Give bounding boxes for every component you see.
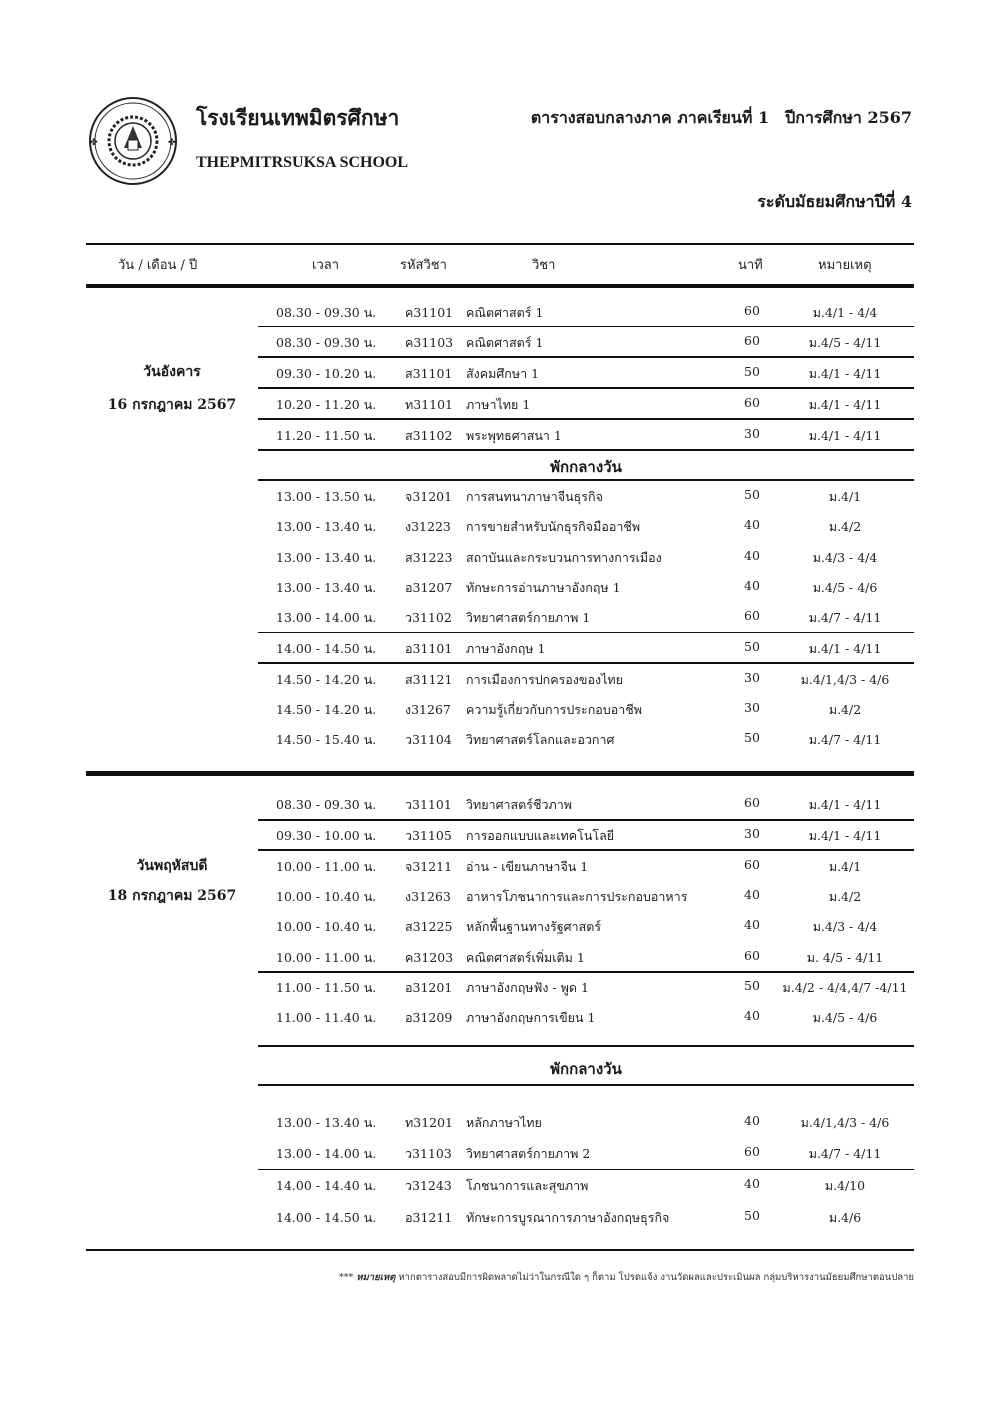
exam-time: 11.20 - 11.50 น. [276,428,377,443]
exam-note: ม.4/1 - 4/4 [812,305,878,320]
exam-row [0,358,1000,388]
exam-code: จ31211 [405,859,453,874]
row-rule [258,418,914,420]
exam-row [0,851,1000,881]
exam-subject: การออกแบบและเทคโนโลยี [466,828,615,843]
exam-time: 13.00 - 14.00 น. [276,1146,377,1161]
col-header-subject: วิชา [532,258,556,273]
exam-note: ม.4/2 [828,519,862,534]
table-bottom-rule [86,1249,914,1251]
exam-note: ม. 4/5 - 4/11 [806,950,884,965]
row-rule [258,1084,914,1086]
exam-note: ม.4/5 - 4/6 [812,1010,878,1025]
exam-minutes: 40 [744,887,760,902]
exam-minutes: 30 [744,426,760,441]
exam-subject: ภาษาอังกฤษการเขียน 1 [466,1010,596,1025]
exam-note: ม.4/5 - 4/6 [812,580,878,595]
table-top-rule [86,243,914,245]
exam-code: อ31201 [405,980,453,995]
exam-minutes: 30 [744,700,760,715]
day1-weekday: วันอังคาร [143,364,201,380]
exam-note: ม.4/7 - 4/11 [808,1146,882,1161]
exam-subject: วิทยาศาสตร์ชีวภาพ [466,797,573,812]
exam-note: ม.4/1,4/3 - 4/6 [800,672,890,687]
exam-time: 13.00 - 14.00 น. [276,610,377,625]
day-separator-rule [86,771,914,776]
exam-minutes: 40 [744,517,760,532]
row-rule [258,479,914,481]
exam-subject: ความรู้เกี่ยวกับการประกอบอาชีพ [466,702,642,717]
exam-code: ท31201 [405,1115,454,1130]
school-name-thai: โรงเรียนเทพมิตรศึกษา [196,105,400,130]
exam-time: 08.30 - 09.30 น. [276,335,377,350]
exam-minutes: 50 [744,730,760,745]
exam-time: 13.00 - 13.40 น. [276,1115,377,1130]
exam-note: ม.4/3 - 4/4 [812,550,878,565]
exam-time: 14.00 - 14.50 น. [276,1210,377,1225]
exam-time: 14.50 - 14.20 น. [276,672,377,687]
exam-note: ม.4/2 [828,889,862,904]
exam-subject: ภาษาไทย 1 [466,397,531,412]
footnote-prefix: *** [339,1272,354,1283]
row-rule [258,1169,914,1170]
footnote-label: หมายเหตุ [356,1272,396,1283]
exam-subject: อ่าน - เขียนภาษาจีน 1 [466,859,589,874]
day2-weekday: วันพฤหัสบดี [136,858,208,874]
row-rule [258,1045,914,1047]
row-rule [258,849,914,851]
exam-minutes: 60 [744,608,760,623]
exam-row [0,572,1000,602]
exam-time: 11.00 - 11.40 น. [276,1010,377,1025]
row-rule [258,356,914,358]
exam-row [0,911,1000,941]
exam-code: อ31207 [405,580,453,595]
exam-time: 10.00 - 11.00 น. [276,950,377,965]
exam-code: อ31211 [405,1210,453,1225]
exam-row [0,724,1000,754]
school-name-english: THEPMITRSUKSA SCHOOL [196,154,409,171]
exam-note: ม.4/2 - 4/4,4/7 -4/11 [782,980,908,995]
exam-subject: อาหารโภชนาการและการประกอบอาหาร [466,889,688,904]
exam-row [0,1138,1000,1168]
exam-code: ค31101 [405,305,454,320]
academic-year: ปีการศึกษา 2567 [785,108,912,127]
exam-time: 11.00 - 11.50 น. [276,980,377,995]
exam-code: ว31103 [405,1146,452,1161]
exam-code: อ31209 [405,1010,453,1025]
exam-row [0,1202,1000,1232]
exam-code: ส31223 [405,550,453,565]
exam-code: ค31203 [405,950,454,965]
day1-date: 16 กรกฎาคม 2567 [107,397,237,413]
exam-subject: ทักษะการอ่านภาษาอังกฤษ 1 [466,580,621,595]
exam-time: 14.50 - 14.20 น. [276,702,377,717]
exam-title-text: ตารางสอบกลางภาค ภาคเรียนที่ 1 [530,108,770,127]
footnote-text: หากตารางสอบมีการผิดพลาดไม่ว่าในกรณีใด ๆ ก็ตาม โปรดแจ้ง งานวัดผลและประเมินผล กลุ่มบริหารงานมัธยมศึกษาตอนปลาย [398,1272,914,1283]
exam-code: ว31101 [405,797,452,812]
exam-minutes: 40 [744,1008,760,1023]
exam-row [0,1107,1000,1137]
exam-time: 10.00 - 11.00 น. [276,859,377,874]
exam-row [0,1170,1000,1200]
col-header-note: หมายเหตุ [818,258,872,273]
exam-code: ส31102 [405,428,453,443]
exam-code: ง31223 [405,519,451,534]
exam-note: ม.4/6 [828,1210,862,1225]
exam-time: 09.30 - 10.00 น. [276,828,377,843]
exam-time: 08.30 - 09.30 น. [276,797,377,812]
exam-row [0,511,1000,541]
exam-minutes: 60 [744,795,760,810]
exam-minutes: 30 [744,826,760,841]
exam-row [0,694,1000,724]
exam-row [0,297,1000,327]
exam-subject: การสนทนาภาษาจีนธุรกิจ [466,489,603,504]
exam-subject: คณิตศาสตร์ 1 [466,305,544,320]
day1-lunch-break: พักกลางวัน [550,458,622,476]
footnote [339,1270,914,1285]
exam-subject: โภชนาการและสุขภาพ [466,1178,589,1193]
exam-code: ค31103 [405,335,454,350]
exam-note: ม.4/10 [824,1178,866,1193]
exam-time: 10.00 - 10.40 น. [276,889,377,904]
exam-subject: ทักษะการบูรณาการภาษาอังกฤษธุรกิจ [466,1210,670,1225]
svg-text:✤: ✤ [90,138,98,148]
school-logo [88,96,178,186]
exam-subject: วิทยาศาสตร์โลกและอวกาศ [466,732,615,747]
exam-note: ม.4/7 - 4/11 [808,732,882,747]
exam-subject: วิทยาศาสตร์กายภาพ 1 [466,610,591,625]
exam-code: ง31263 [405,889,451,904]
exam-row [0,481,1000,511]
exam-code: ส31101 [405,366,453,381]
grade-level: ระดับมัธยมศึกษาปีที่ 4 [757,192,912,211]
exam-row [0,972,1000,1002]
row-rule [258,326,914,327]
exam-row [0,1002,1000,1032]
exam-subject: หลักภาษาไทย [466,1115,542,1130]
exam-note: ม.4/1 - 4/11 [808,428,882,443]
exam-code: อ31101 [405,641,453,656]
exam-note: ม.4/7 - 4/11 [808,610,882,625]
exam-time: 13.00 - 13.50 น. [276,489,377,504]
exam-minutes: 50 [744,364,760,379]
exam-time: 13.00 - 13.40 น. [276,550,377,565]
exam-subject: การเมืองการปกครองของไทย [466,672,623,687]
exam-time: 09.30 - 10.20 น. [276,366,377,381]
exam-row [0,542,1000,572]
exam-row [0,881,1000,911]
col-header-time: เวลา [312,258,340,273]
exam-time: 14.50 - 15.40 น. [276,732,377,747]
exam-row [0,633,1000,663]
exam-subject: พระพุทธศาสนา 1 [466,428,562,443]
exam-time: 14.00 - 14.40 น. [276,1178,377,1193]
exam-time: 10.20 - 11.20 น. [276,397,377,412]
col-header-minutes: นาที [738,258,763,273]
row-rule [258,387,914,389]
exam-row [0,389,1000,419]
exam-subject: หลักพื้นฐานทางรัฐศาสตร์ [466,919,602,934]
exam-time: 10.00 - 10.40 น. [276,919,377,934]
row-rule [258,971,914,973]
exam-time: 13.00 - 13.40 น. [276,519,377,534]
exam-note: ม.4/1 - 4/11 [808,641,882,656]
exam-minutes: 60 [744,333,760,348]
exam-note: ม.4/1 - 4/11 [808,828,882,843]
exam-code: ส31121 [405,672,453,687]
exam-subject: คณิตศาสตร์เพิ่มเติม 1 [466,950,585,965]
row-rule [258,449,914,451]
exam-minutes: 30 [744,670,760,685]
exam-minutes: 40 [744,1176,760,1191]
svg-text:✤: ✤ [168,138,176,148]
exam-note: ม.4/1 - 4/11 [808,797,882,812]
exam-note: ม.4/1 - 4/11 [808,397,882,412]
exam-time: 08.30 - 09.30 น. [276,305,377,320]
table-header-rule [86,284,914,288]
exam-note: ม.4/1 - 4/11 [808,366,882,381]
exam-time: 13.00 - 13.40 น. [276,580,377,595]
exam-minutes: 40 [744,1113,760,1128]
exam-minutes: 40 [744,578,760,593]
exam-minutes: 50 [744,639,760,654]
exam-code: ว31104 [405,732,452,747]
exam-time: 14.00 - 14.50 น. [276,641,377,656]
exam-minutes: 40 [744,917,760,932]
col-header-code: รหัสวิชา [400,258,447,273]
exam-title [531,106,912,131]
exam-row [0,664,1000,694]
exam-minutes: 50 [744,978,760,993]
exam-minutes: 60 [744,1144,760,1159]
exam-minutes: 50 [744,1208,760,1223]
exam-minutes: 60 [744,395,760,410]
exam-code: ส31225 [405,919,453,934]
exam-code: ง31267 [405,702,451,717]
exam-code: ท31101 [405,397,454,412]
exam-subject: การขายสำหรับนักธุรกิจมืออาชีพ [466,519,641,534]
exam-minutes: 40 [744,548,760,563]
exam-subject: สถาบันและกระบวนการทางการเมือง [466,550,662,565]
exam-minutes: 60 [744,857,760,872]
exam-row [0,327,1000,357]
exam-subject: ภาษาอังกฤษ 1 [466,641,546,656]
exam-code: จ31201 [405,489,453,504]
exam-minutes: 60 [744,948,760,963]
exam-row [0,942,1000,972]
exam-note: ม.4/1 [828,489,862,504]
exam-note: ม.4/5 - 4/11 [808,335,882,350]
row-rule [258,819,914,821]
exam-subject: วิทยาศาสตร์กายภาพ 2 [466,1146,591,1161]
exam-code: ว31102 [405,610,452,625]
exam-row [0,602,1000,632]
exam-note: ม.4/3 - 4/4 [812,919,878,934]
exam-subject: ภาษาอังกฤษฟัง - พูด 1 [466,980,589,995]
exam-note: ม.4/2 [828,702,862,717]
row-rule [258,662,914,664]
day2-date: 18 กรกฎาคม 2567 [107,888,237,904]
exam-row [0,789,1000,819]
exam-code: ว31105 [405,828,452,843]
exam-code: ว31243 [405,1178,452,1193]
exam-minutes: 60 [744,303,760,318]
row-rule [258,632,914,633]
exam-minutes: 50 [744,487,760,502]
exam-subject: คณิตศาสตร์ 1 [466,335,544,350]
exam-row [0,420,1000,450]
exam-note: ม.4/1,4/3 - 4/6 [800,1115,890,1130]
exam-subject: สังคมศึกษา 1 [466,366,540,381]
exam-row [0,820,1000,850]
exam-note: ม.4/1 [828,859,862,874]
day2-lunch-break: พักกลางวัน [550,1060,622,1078]
col-header-date: วัน / เดือน / ปี [118,258,198,273]
